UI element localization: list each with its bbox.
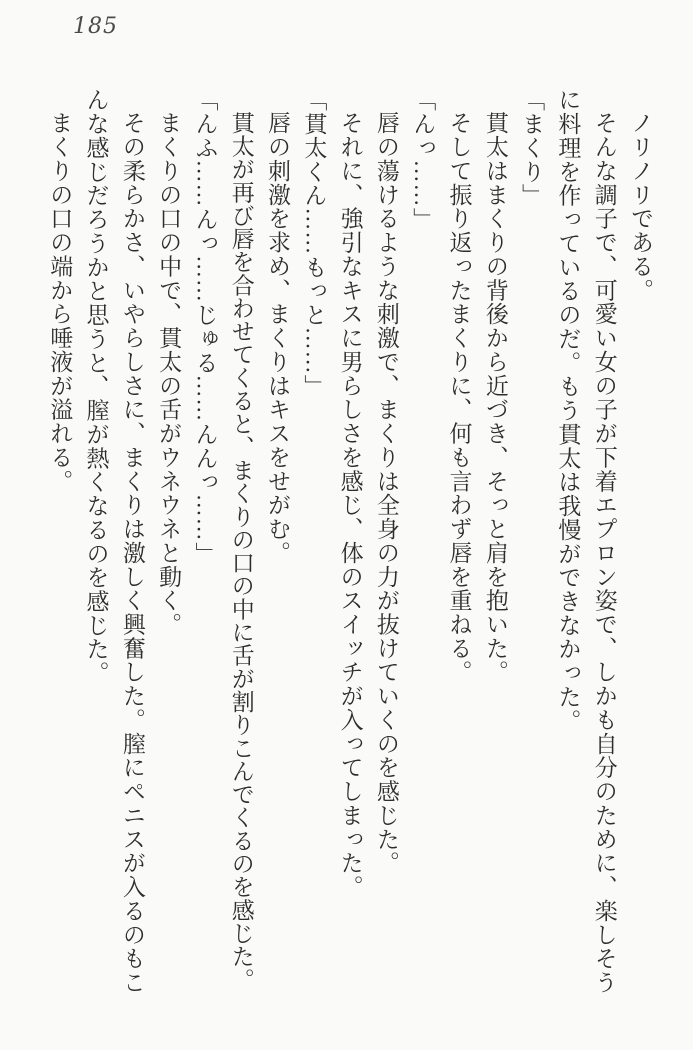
paragraph: そんな調子で、可愛い女の子が下着エプロン姿で、しかも自分のために、楽しそうに料理を作っているのだ。もう貫太は我慢ができなかった。	[555, 88, 617, 995]
paragraph: 唇の刺激を求め、まくりはキスをせがむ。	[265, 111, 291, 565]
paragraph: まくりの口の端から唾液が溢れる。	[47, 111, 73, 493]
paragraph: その柔らかさ、いやらしさに、まくりは激しく興奮した。膣にペニスが入るのもこんな感じだろうかと思うと、膣が熱くなるのを感じた。	[83, 88, 145, 995]
paragraph: 貫太はまくりの背後から近づき、そっと肩を抱いた。	[482, 111, 508, 684]
paragraph: 「んふ……んっ……じゅる……んんっ……」	[192, 88, 218, 566]
paragraph: 唇の蕩けるような刺激で、まくりは全身の力が抜けていくのを感じた。	[373, 111, 399, 875]
paragraph: 「まくり」	[519, 88, 545, 208]
paragraph: 貫太が再び唇を合わせてくると、まくりの口の中に舌が割りこんでくるのを感じた。	[228, 111, 254, 991]
paragraph: そして振り返ったまくりに、何も言わず唇を重ねる。	[446, 111, 472, 684]
paragraph: まくりの口の中で、貫太の舌がウネウネと動く。	[156, 111, 182, 637]
paragraph: ノリノリである。	[628, 111, 653, 302]
paragraph: 「んっ……」	[410, 88, 436, 232]
paragraph: 「貫太くん……もっと……」	[301, 88, 327, 399]
text-block	[38, 88, 658, 997]
paragraph: それに、強引なキスに男らしさを感じ、体のスイッチが入ってしまった。	[337, 111, 363, 899]
page-number: 185	[73, 14, 118, 39]
